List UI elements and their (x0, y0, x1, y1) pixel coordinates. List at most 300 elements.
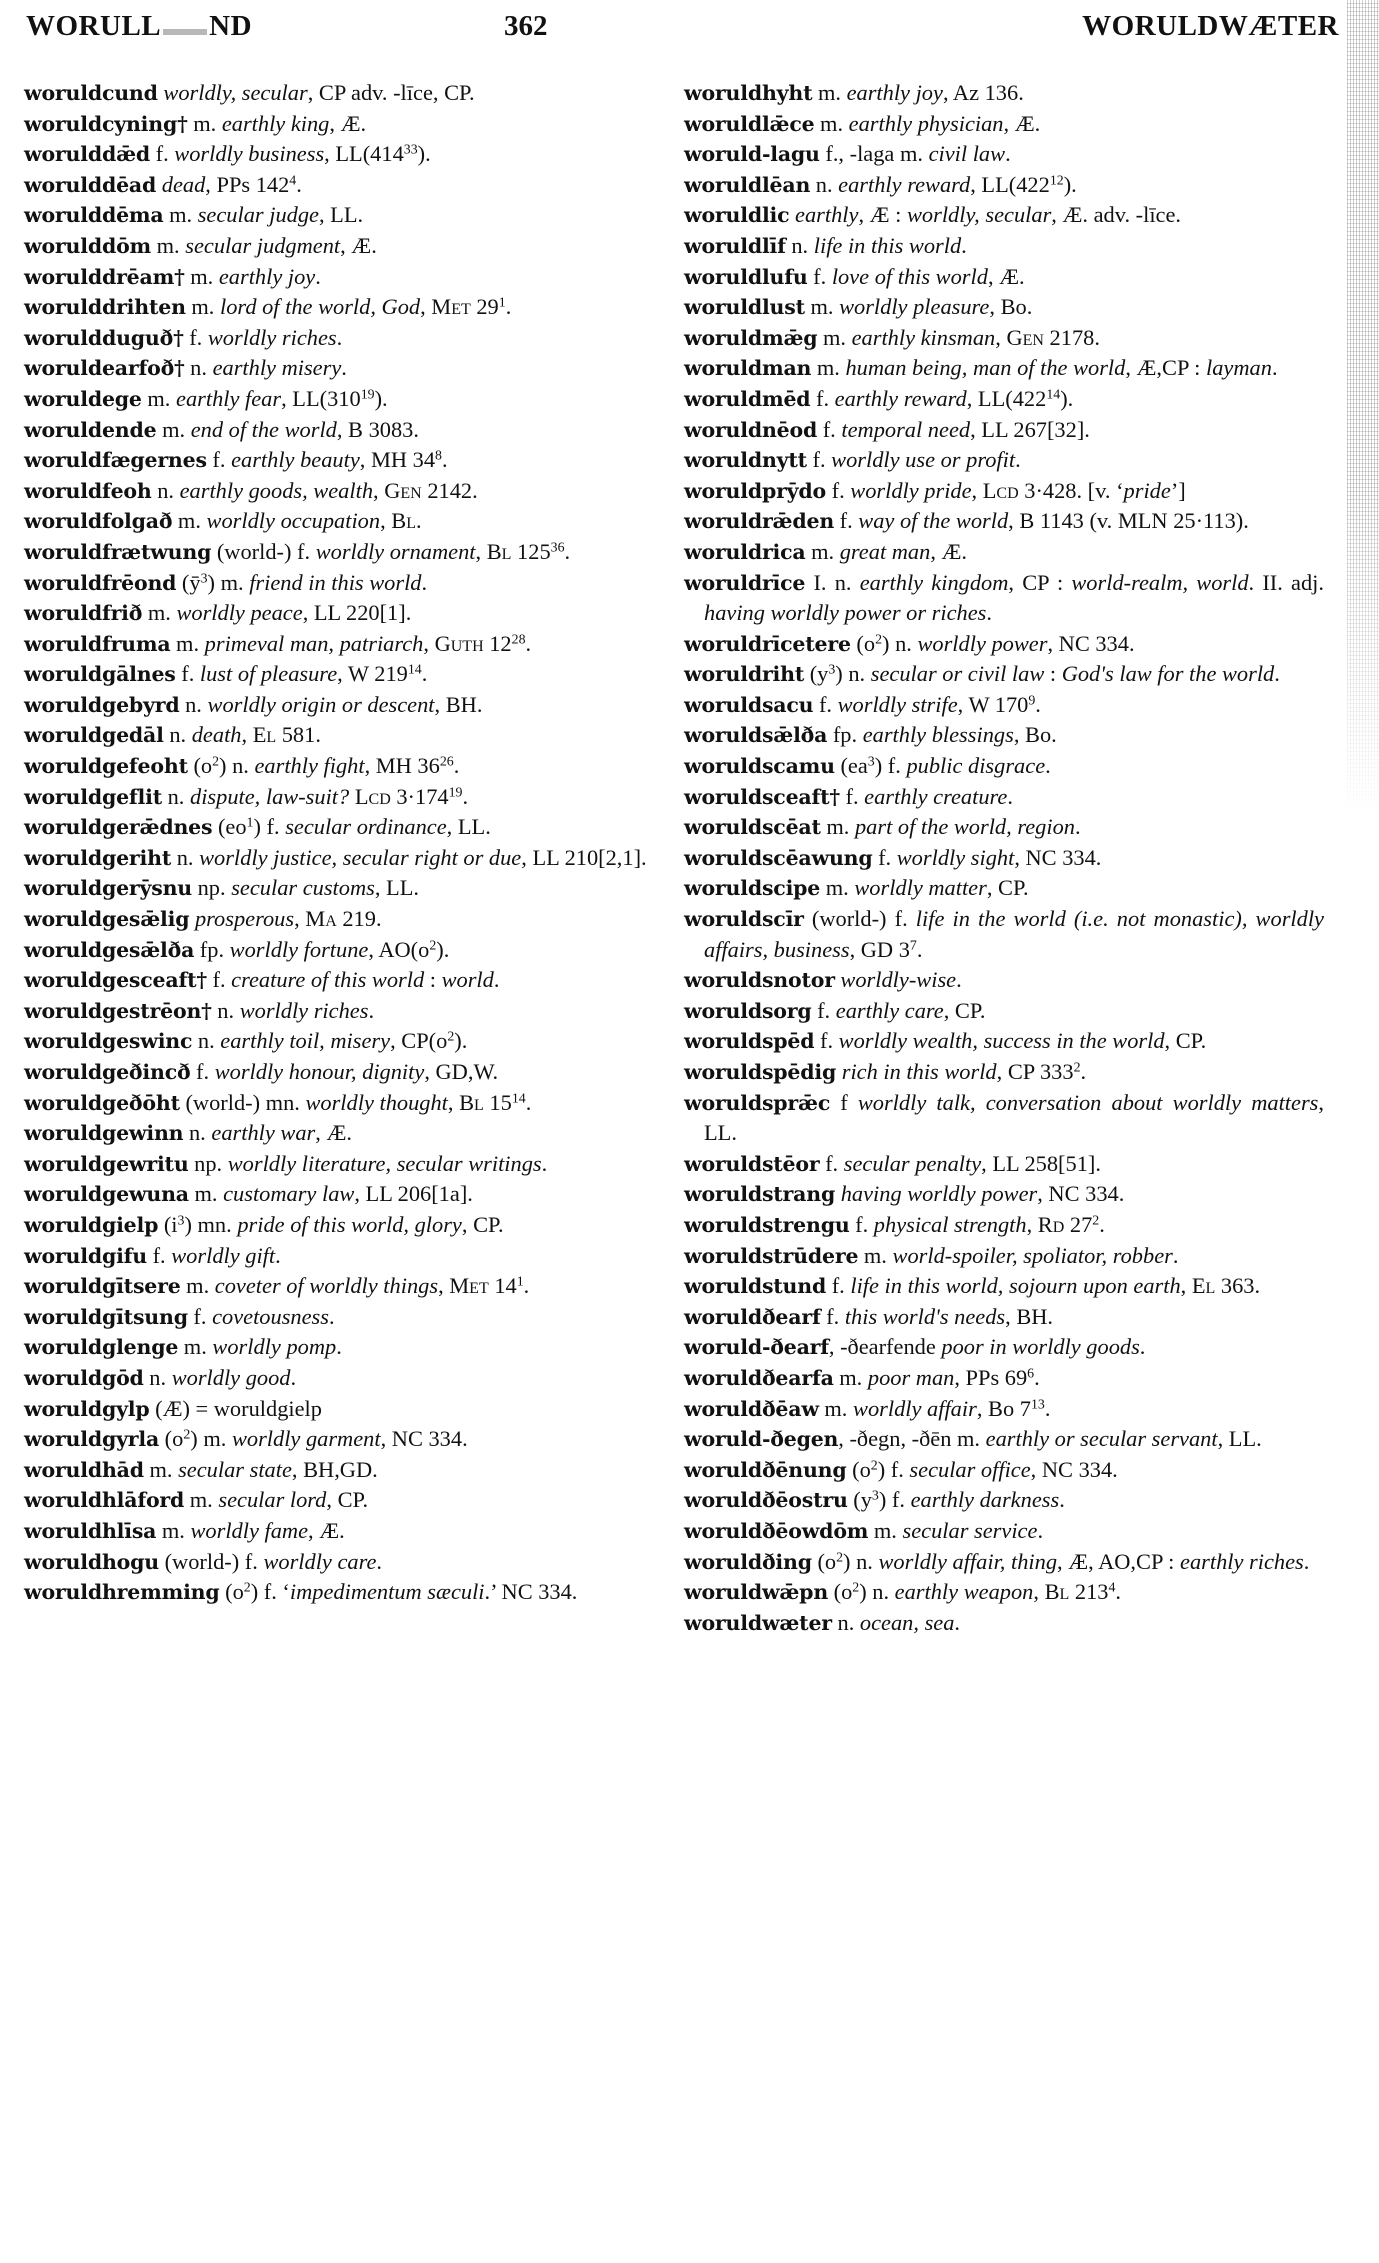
superscript: 6 (1027, 1366, 1035, 1382)
superscript: 2 (852, 1580, 860, 1596)
definition: earthly joy (846, 80, 943, 105)
dictionary-entry (684, 1149, 1324, 1180)
entry-text: . (1035, 691, 1041, 717)
definition: secular ordinance (285, 814, 447, 840)
entry-text: m. (156, 416, 191, 442)
headword: woruldfrið (24, 601, 143, 626)
entry-text: f. (826, 1273, 851, 1299)
entry-text: (y (847, 1487, 872, 1513)
dictionary-entry (24, 1394, 664, 1425)
definition: worldly good (171, 1364, 291, 1390)
definition: secular penalty (843, 1150, 982, 1176)
dictionary-entry (24, 231, 664, 262)
dictionary-entry (684, 231, 1324, 262)
headword: woruldsceaft† (684, 784, 840, 809)
entry-text: , Bo. (1013, 722, 1057, 748)
dictionary-entry (24, 476, 664, 507)
source-abbrev: Bl (391, 508, 416, 534)
headword: woruldcyning† (24, 111, 188, 136)
entry-text: , Æ,CP : (1125, 355, 1207, 381)
entry-text: , CP 333 (996, 1059, 1074, 1084)
entry-text: m. (812, 80, 847, 105)
entry-text: . (1080, 1059, 1087, 1084)
definition: worldly occupation (206, 508, 381, 534)
headword: woruldðēowdōm (684, 1518, 869, 1543)
definition: secular lord (218, 1487, 327, 1513)
headword: woruldgefeoht (24, 754, 188, 779)
entry-text: , (475, 538, 487, 564)
entry-text: fp. (194, 936, 230, 962)
entry-text: m. (805, 538, 840, 564)
dictionary-entry (684, 1485, 1324, 1516)
headword: woruldgītsere (24, 1274, 181, 1299)
entry-text: . (956, 967, 962, 993)
entry-text: , BH. (1005, 1303, 1054, 1329)
headword: woruldgesceaft† (24, 968, 207, 993)
dictionary-entry (24, 170, 664, 201)
entry-text: , MH 34 (359, 447, 436, 473)
definition: worldly strife (837, 691, 958, 717)
definition: earthly reward (838, 171, 971, 197)
entry-text: m. (184, 263, 219, 289)
definition: earthly misery (212, 355, 342, 381)
dictionary-entry (24, 1302, 664, 1333)
entry-text: m. (817, 324, 852, 350)
dictionary-entry (24, 1179, 664, 1210)
dictionary-entry (24, 659, 664, 690)
entry-text: 27 (1064, 1211, 1093, 1237)
dictionary-entry (684, 1271, 1324, 1302)
entry-text: . II. adj. (1248, 569, 1324, 595)
entry-text: n. (143, 1364, 172, 1390)
entry-text: ). (1063, 171, 1077, 197)
entry-text: ) m. (190, 1426, 232, 1452)
definition: worldly fortune (229, 936, 369, 962)
definition: secular state (178, 1456, 292, 1482)
entry-text: (o (187, 753, 213, 779)
entry-text: , (995, 324, 1007, 350)
definition: worldly riches (207, 324, 337, 350)
dictionary-entry (24, 506, 664, 537)
definition: impedimentum sæculi (289, 1579, 485, 1605)
definition: worldly affair, thing (878, 1548, 1058, 1574)
entry-text: n. (162, 783, 190, 809)
superscript: 2 (243, 1580, 251, 1596)
definition: secular or civil law (870, 661, 1045, 687)
definition: ocean, sea (859, 1609, 955, 1635)
definition: God's law for the world (1061, 661, 1275, 687)
dictionary-entry (684, 659, 1324, 690)
headword: woruldriht (684, 662, 805, 687)
dictionary-entry (684, 200, 1324, 231)
source-abbrev: Ma (305, 906, 337, 932)
dictionary-entry (684, 109, 1324, 140)
entry-text: 29 (470, 294, 499, 320)
entry-text: . (525, 1089, 532, 1115)
definition: earthly beauty (231, 447, 360, 473)
entry-text: n. (184, 355, 213, 381)
dictionary-entry (24, 1424, 664, 1455)
entry-text: ) m. (207, 569, 250, 595)
entry-text: , CP. (461, 1211, 504, 1237)
entry-text: 3·428. [v. ‘ (1018, 477, 1124, 503)
entry-text: ). (1060, 385, 1074, 411)
entry-text: f. (206, 967, 232, 993)
headword: woruldhogu (24, 1549, 159, 1574)
headword: woruldfrēond (24, 570, 177, 595)
entry-text: f. (175, 661, 200, 687)
entry-text: ). (374, 385, 388, 411)
dictionary-entry (24, 812, 664, 843)
entry-text: , PPs 69 (954, 1364, 1028, 1390)
superscript: 8 (435, 448, 442, 464)
headword: woruldgedāl (24, 723, 164, 748)
entry-text: , LL 206[1a]. (354, 1181, 473, 1207)
definition: pride of this world, glory (237, 1211, 462, 1237)
definition: earthly physician (848, 110, 1004, 136)
entry-text: ) f. (877, 1456, 910, 1482)
source-abbrev: Lcd (982, 477, 1019, 503)
entry-text: . (523, 1273, 530, 1299)
headword: woruldgītsung (24, 1304, 188, 1329)
dictionary-entry (684, 1455, 1324, 1486)
entry-text: , (241, 722, 253, 748)
entry-text: f. (147, 1242, 172, 1268)
headword: woruldduguð† (24, 325, 184, 350)
entry-text: f. (806, 447, 832, 473)
headword: woruldðēnung (684, 1457, 847, 1482)
entry-text: . (1007, 783, 1013, 809)
definition: world-spoiler, spoliator, robber (892, 1242, 1173, 1268)
dictionary-entry (24, 353, 664, 384)
headword: worulddōm (24, 233, 152, 258)
entry-text: m. (172, 508, 207, 534)
headword: worulddrēam† (24, 264, 185, 289)
dictionary-entry (684, 353, 1324, 384)
definition: earthly toil, misery (220, 1028, 391, 1054)
dictionary-entry (24, 1455, 664, 1486)
entry-text: . (961, 232, 967, 258)
running-head-right: WORULDWÆTER (1082, 10, 1339, 42)
headword: woruldspēdig (684, 1060, 837, 1084)
entry-text: , B 3083. (336, 416, 419, 442)
entry-text: , Bo 7 (976, 1395, 1031, 1421)
source-abbrev: Bl (459, 1089, 484, 1115)
headword: woruldhyht (684, 81, 813, 105)
headword: worulddēma (24, 203, 164, 228)
entry-text: . (1172, 1242, 1179, 1268)
entry-text: . (453, 753, 460, 779)
definition: poor man (867, 1364, 955, 1390)
headword: woruldsorg (684, 998, 812, 1023)
superscript: 1 (246, 815, 254, 831)
entry-text: , -ðegn, -ðēn m. (838, 1426, 986, 1452)
definition: worldly, secular (906, 202, 1052, 228)
dictionary-entry (24, 1271, 664, 1302)
definition: having worldly power or riches (704, 600, 987, 626)
dictionary-entry (24, 109, 664, 140)
entry-text: . (1037, 1517, 1044, 1543)
entry-text: f. (810, 385, 835, 411)
dictionary-entry (24, 629, 664, 660)
column-left (24, 78, 664, 1638)
entry-text: m. (833, 1364, 868, 1390)
definition: worldly justice, secular right or due (199, 844, 522, 870)
definition: earthly fear (176, 385, 282, 411)
headword: woruldglenge (24, 1335, 179, 1360)
entry-text: , NC 334. (1030, 1456, 1118, 1482)
dictionary-entry (24, 384, 664, 415)
entry-text: , LL 210[2,1]. (521, 844, 647, 870)
headword: woruldprȳdo (684, 478, 827, 503)
headword: woruldðēaw (684, 1396, 819, 1421)
superscript: 36 (550, 540, 565, 556)
entry-text: , BH. (434, 691, 483, 717)
headword: worulddēad (24, 172, 157, 197)
entry-text: ) n. (882, 630, 918, 656)
entry-text: , Æ. (1003, 110, 1041, 136)
entry-text: . (1274, 661, 1280, 687)
dictionary-entry (24, 904, 664, 935)
dictionary-entry (24, 1363, 664, 1394)
headword: woruldscamu (684, 754, 835, 779)
definition: earthly care (835, 997, 944, 1023)
entry-text: , (1033, 1579, 1045, 1605)
headword: woruldearfoð† (24, 356, 185, 381)
definition: worldly talk, conversation about worldly matters (857, 1089, 1319, 1115)
dictionary-entry (684, 1057, 1324, 1088)
entry-text: . (421, 569, 428, 595)
entry-text: n. (163, 722, 192, 748)
entry-text: ) n. (859, 1579, 895, 1605)
entry-text: , (373, 477, 385, 503)
entry-text: , LL. (1217, 1426, 1262, 1452)
column-right (684, 78, 1324, 1638)
entry-text: m. (187, 110, 222, 136)
superscript: 3 (867, 754, 875, 770)
entry-text: , LL(422 (966, 385, 1047, 411)
dictionary-entry (684, 843, 1324, 874)
entry-text: , CP. (943, 997, 986, 1023)
superscript: 4 (289, 173, 297, 189)
entry-text: , CP. (1164, 1028, 1207, 1054)
definition: worldly, secular (163, 80, 308, 105)
entry-text: m. (184, 1487, 219, 1513)
entry-text: . (1015, 447, 1021, 473)
entry-text: m. (185, 294, 221, 320)
definition: secular customs (231, 875, 375, 901)
entry-text: (ȳ (176, 569, 201, 595)
entry-text: , W 219 (337, 661, 408, 687)
definition: end of the world (190, 416, 337, 442)
entry-text: (world-) f. (803, 906, 916, 932)
definition: worldly pomp (212, 1334, 337, 1360)
entry-text: , (294, 906, 306, 932)
headword: woruldgeðōht (24, 1090, 180, 1115)
entry-text: , W 170 (957, 691, 1029, 717)
entry-text: ). (454, 1028, 468, 1054)
headword: woruldgyrla (24, 1427, 160, 1452)
headword: woruldðearfa (684, 1365, 834, 1390)
headword: woruldgifu (24, 1243, 147, 1268)
superscript: 2 (870, 1458, 878, 1474)
headword: woruldfeoh (24, 478, 152, 503)
headword: woruld-ðearf (684, 1335, 829, 1360)
dictionary-entry (24, 751, 664, 782)
dictionary-entry (684, 415, 1324, 446)
superscript: 9 (1028, 693, 1036, 709)
dictionary-entry (684, 1424, 1324, 1455)
definition: worldly origin or descent (207, 691, 435, 717)
entry-text: . (1044, 1395, 1051, 1421)
entry-text: , -ðearfende (828, 1334, 942, 1360)
definition: poor in worldly goods (941, 1334, 1140, 1360)
superscript: 13 (1030, 1396, 1045, 1412)
entry-text: . (986, 600, 992, 626)
entry-text: , BH,GD. (291, 1456, 378, 1482)
headword: woruldsnotor (684, 968, 835, 993)
entry-text: (o (850, 630, 876, 656)
source-abbrev: Gen (1006, 324, 1044, 350)
definition: friend in this world (249, 569, 422, 595)
entry-text: I. n. (805, 569, 860, 595)
entry-text: m. (141, 385, 176, 411)
entry-text: np. (188, 1150, 228, 1176)
headword: woruldsprǣc (684, 1090, 831, 1115)
entry-text: . (328, 1303, 335, 1329)
superscript: 2 (183, 1427, 191, 1443)
definition: worldly fame (190, 1517, 309, 1543)
entry-text: : (424, 967, 442, 993)
definition: life in this world (813, 232, 962, 258)
entry-text: , AO(o (368, 936, 430, 962)
headword: woruldscēat (684, 815, 821, 840)
entry-text: , Æ : (858, 202, 907, 228)
entry-text: f. (190, 1059, 215, 1084)
superscript: 14 (511, 1090, 526, 1106)
superscript: 19 (360, 387, 375, 403)
entry-text: , NC 334. (380, 1426, 468, 1452)
superscript: 2 (429, 938, 437, 953)
entry-text: f. (150, 141, 175, 167)
dictionary-entry (24, 965, 664, 996)
source-abbrev: Bl (1044, 1579, 1070, 1605)
dictionary-entry (684, 812, 1324, 843)
entry-text: , CP : (1008, 569, 1072, 595)
entry-text: f., -laga m. (819, 141, 929, 167)
entry-text: , Æ. (987, 263, 1025, 289)
entry-text: m. (811, 355, 846, 381)
definition: human being, man of the world (845, 355, 1126, 381)
dictionary-entry (24, 782, 664, 813)
entry-text: ) n. (219, 753, 255, 779)
entry-text: f (830, 1089, 858, 1115)
entry-text: . (954, 1609, 961, 1635)
entry-text: , PPs 142 (205, 171, 290, 197)
entry-text: . (1271, 355, 1278, 381)
entry-text: . (1115, 1579, 1122, 1605)
definition: earthly riches (1180, 1548, 1304, 1574)
headword: woruldðing (684, 1549, 812, 1574)
headword: woruldlufu (684, 264, 808, 289)
headword: woruldscīr (684, 907, 804, 932)
headword: woruldstrengu (684, 1212, 850, 1237)
source-abbrev: Gen (384, 477, 422, 503)
headword: woruldðēostru (684, 1488, 848, 1513)
entry-text: m. (156, 1517, 191, 1543)
entry-text: . (275, 1242, 281, 1268)
headword: woruldrīce (684, 570, 806, 595)
entry-text: n. (810, 171, 839, 197)
entry-text: m. (142, 600, 177, 626)
entry-text: m. (143, 1456, 179, 1482)
dictionary-entry (684, 720, 1324, 751)
definition: earthly weapon (894, 1579, 1034, 1605)
superscript: 3 (871, 1488, 879, 1504)
entry-text: , LL(310 (281, 385, 361, 411)
entry-text: , Æ, AO,CP : (1057, 1548, 1181, 1574)
definition: worldly ornament (315, 538, 476, 564)
definition: worldly literature, secular writings (227, 1150, 542, 1176)
entry-text: , LL 220[1]. (302, 600, 412, 626)
entry-text: f. (839, 783, 865, 809)
entry-text: m. (858, 1242, 893, 1268)
dictionary-entry (684, 323, 1324, 354)
dictionary-entry (24, 262, 664, 293)
headword: woruldfruma (24, 631, 171, 656)
headword: woruldgewinn (24, 1121, 184, 1146)
definition: temporal need (841, 416, 971, 442)
dictionary-entry (684, 506, 1324, 537)
entry-text: (o (846, 1456, 871, 1482)
dictionary-entry (24, 935, 664, 966)
entry-text: f. (849, 1211, 874, 1237)
entry-text: f. (819, 1150, 844, 1176)
headword: woruldfolgað (24, 509, 173, 534)
entry-text: , CP. (986, 875, 1029, 901)
headword: woruldgālnes (24, 662, 176, 687)
definition: this world's needs (844, 1303, 1006, 1329)
definition: earthly goods, wealth (179, 477, 374, 503)
entry-text: , MH 36 (364, 753, 440, 779)
running-head (26, 10, 1339, 50)
definition: prosperous (194, 906, 295, 932)
dictionary-entry (24, 1149, 664, 1180)
entry-text: f. (814, 1028, 839, 1054)
source-abbrev: Bl (486, 538, 512, 564)
dictionary-entry (24, 843, 664, 874)
headword: woruldrīcetere (684, 631, 851, 656)
headword: woruldstrūdere (684, 1243, 859, 1268)
dictionary-entry (684, 965, 1324, 996)
dictionary-entry (684, 445, 1324, 476)
entry-text: . (368, 997, 375, 1023)
entry-text: np. (192, 875, 232, 901)
dictionary-entry (684, 1332, 1324, 1363)
entry-text: . (290, 1364, 297, 1390)
entry-text: , (1026, 1211, 1038, 1237)
definition: earthly joy (218, 263, 316, 289)
definition: pride (1123, 477, 1171, 503)
headword: woruldstrang (684, 1182, 836, 1207)
headword: woruldfrætwung (24, 539, 212, 564)
superscript: 3 (177, 1213, 185, 1229)
entry-text: m. (178, 1334, 213, 1360)
headword: woruldnytt (684, 448, 807, 473)
entry-text: (world-) f. (158, 1548, 264, 1574)
definition: worldly-wise (840, 967, 957, 993)
definition: worldly affair (853, 1395, 977, 1421)
